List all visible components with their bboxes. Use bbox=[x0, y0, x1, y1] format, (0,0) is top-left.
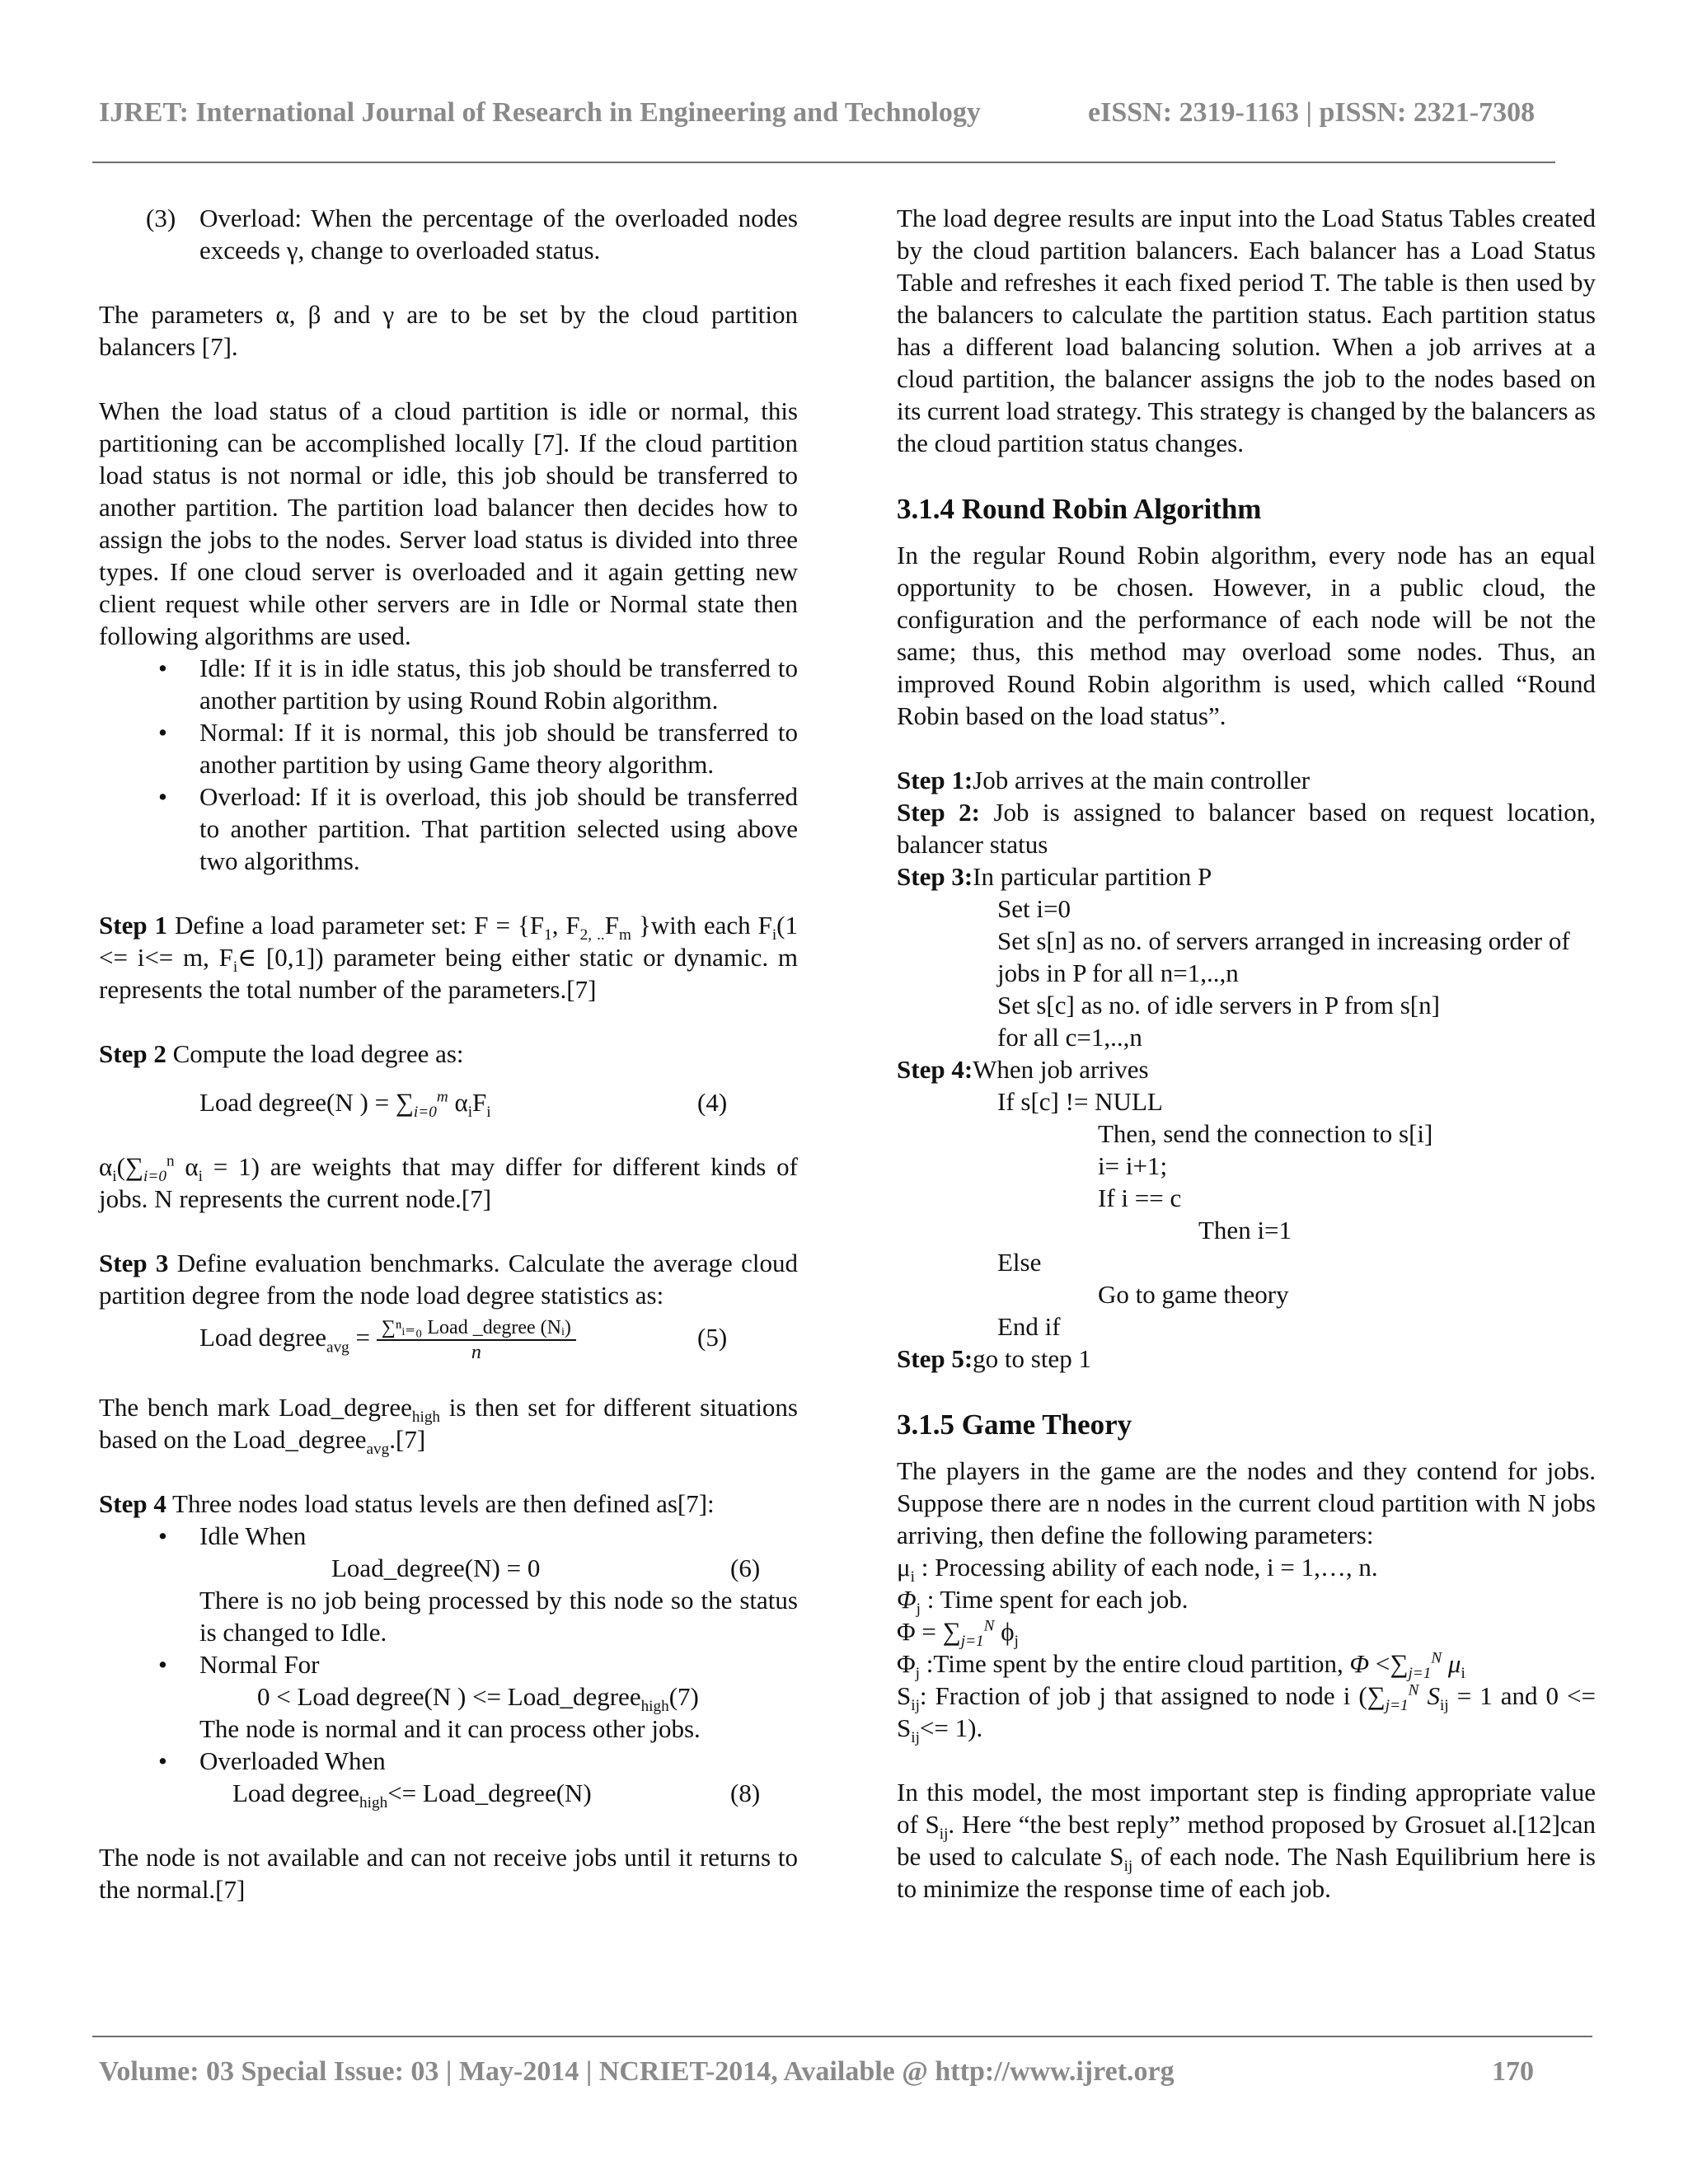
bullet-list-status-levels bbox=[99, 1520, 798, 1552]
header-rule bbox=[92, 162, 1555, 163]
equation-8: Load degree$_{high}$<= Load_degree(N) (8) bbox=[232, 1779, 761, 1812]
rr-step4-line: Go to game theory bbox=[1098, 1280, 1289, 1309]
rr-step3-line: Set s[c] as no. of idle servers in P from s[n] bbox=[997, 991, 1440, 1019]
bullet-icon: • bbox=[158, 654, 167, 682]
bullet-list-algorithms bbox=[99, 652, 798, 877]
fraction: $\frac{\text{∑ⁿᵢ₌₀ Load \_degree (Nᵢ)}}{n}$ bbox=[377, 1316, 576, 1364]
paragraph-round-robin: In the regular Round Robin algorithm, every node has an equal opportunity to be chosen. However, in a public cloud, the configuration and the performance of each node will be not the same; thus, this method may overload some nodes. Thus, an improved Round Robin algorithm is used, which called “Round Robin based on the load status”. bbox=[897, 541, 1596, 730]
rr-step4-line: If i == c bbox=[1098, 1183, 1182, 1212]
left-column bbox=[99, 202, 798, 1905]
param-sij: $S_{ij}$: Fraction of job j that assigned to node i ($\sum_{j=1}^N$ $S_{ij} = 1$ and $0 <= S_{ij}<= 1$). bbox=[897, 1681, 1597, 1747]
paragraph-step2: Step 2 Compute the load degree as: bbox=[99, 1039, 464, 1068]
rr-step4-line: Then i=1 bbox=[1198, 1216, 1292, 1244]
bullet-list-status-levels-2 bbox=[99, 1648, 798, 1680]
normal-description: The node is normal and it can process other jobs. bbox=[199, 1714, 701, 1743]
rr-step3-line: Set i=0 bbox=[997, 894, 1071, 923]
paragraph-step1: Step 1 Define a load parameter set: $F = \{F_1$, $F_{2, ..}F_m$ }with each $F_i(1 <= i<= m$, $F_i\in$ [0,1]) parameter being either static or dynamic. m represents the total number of the parameters.[7] bbox=[99, 911, 798, 1004]
idle-description: There is no job being processed by this node so the status is changed to Idle. bbox=[199, 1586, 798, 1647]
param-phi-sum: $\Phi = \sum_{j=1}^N$ $\phi_j$ bbox=[897, 1617, 1019, 1651]
issn-header: eISSN: 2319-1163 | pISSN: 2321-7308 bbox=[1088, 97, 1536, 128]
bullet-icon: • bbox=[158, 1746, 167, 1775]
list-item: • Normal: If it is normal, this job should be transferred to another partition by using Game theory algorithm. bbox=[158, 718, 798, 779]
equation-7: 0 < Load degree(N ) <= Load_degree$_{high}$(7) bbox=[257, 1682, 699, 1716]
paragraph-players: The players in the game are the nodes and they contend for jobs. Suppose there are n nodes in the current cloud partition with N jobs arriving, then define the following parameters: bbox=[897, 1456, 1596, 1549]
journal-header: IJRET: International Journal of Research in Engineering and Technology bbox=[99, 97, 981, 128]
rr-step4: Step 4:When job arrives bbox=[897, 1055, 1149, 1084]
paragraph-alpha: $\alpha_i(\sum_{i=0}^n$ $\alpha_i = 1$) are weights that may differ for different kinds of jobs. N represents the current node.[7] bbox=[99, 1152, 798, 1213]
bullet-icon: • bbox=[158, 718, 167, 747]
param-mu: $\mu_i$ : Processing ability of each node, i = 1,…, n. bbox=[897, 1553, 1378, 1586]
footer-info: Volume: 03 Special Issue: 03 | May-2014 | NCRIET-2014, Available @ http://www.ijret.org bbox=[99, 2056, 1175, 2087]
list-item: • Idle: If it is in idle status, this job should be transferred to another partition by using Round Robin algorithm. bbox=[158, 654, 798, 715]
paragraph-benchmark: The bench mark Load_degree$_{high}$ is then set for different situations based on the Load_degree$_{avg}$.[7] bbox=[99, 1393, 798, 1459]
section-heading-round-robin: 3.1.4 Round Robin Algorithm bbox=[897, 493, 1262, 525]
paragraph-model: In this model, the most important step is finding appropriate value of $S_{ij}$. Here “the best reply” method proposed by Grosuet al.[12]can be used to calculate $S_{ij}$ of each node. The Nash Equilibrium here is to minimize the response time of each job. bbox=[897, 1778, 1596, 1903]
param-phi-j: $\Phi_j$ :Time spent by the entire cloud partition, $\Phi <\sum_{j=1}^N$ $\mu_i$ bbox=[897, 1649, 1465, 1683]
equation-6: Load_degree(N) = 0 (6) bbox=[331, 1554, 761, 1582]
rr-step5: Step 5:go to step 1 bbox=[897, 1344, 1091, 1373]
list-item-idle: • Idle When bbox=[158, 1521, 307, 1550]
equation-number: (5) bbox=[697, 1323, 728, 1352]
rr-step2: Step 2: Job is assigned to balancer based on request location, balancer status bbox=[897, 798, 1596, 859]
section-heading-game-theory: 3.1.5 Game Theory bbox=[897, 1408, 1132, 1441]
paragraph-parameters: The parameters α, β and γ are to be set by the cloud partition balancers [7]. bbox=[99, 300, 798, 361]
rr-step1: Step 1:Job arrives at the main controller bbox=[897, 766, 1311, 794]
bullet-list-status-levels-3 bbox=[99, 1745, 798, 1777]
list-item: • Overload: If it is overload, this job should be transferred to another partition. That partition selected using above two algorithms. bbox=[158, 782, 798, 875]
rr-step4-line: i= i+1; bbox=[1098, 1151, 1168, 1180]
page-number: 170 bbox=[1492, 2056, 1534, 2087]
equation-number: (8) bbox=[730, 1779, 761, 1807]
list-number: (3) bbox=[146, 204, 176, 232]
rr-step4-line: If s[c] != NULL bbox=[997, 1087, 1163, 1116]
list-item-overloaded: • Overloaded When bbox=[158, 1746, 386, 1775]
bullet-icon: • bbox=[158, 782, 167, 811]
paragraph-step3: Step 3 Define evaluation benchmarks. Calculate the average cloud partition degree from the node load degree statistics as: bbox=[99, 1249, 798, 1310]
equation-4: Load degree(N ) = $\sum_{i=0}^m$ $\alpha_iF_i$ (4) bbox=[199, 1088, 728, 1122]
rr-step4-line: Else bbox=[997, 1248, 1042, 1277]
list-item-overload-status bbox=[99, 202, 798, 266]
rr-step3-line: Set s[n] as no. of servers arranged in increasing order of jobs in P for all n=1,..,n bbox=[997, 926, 1570, 987]
param-phi: $\Phi_j$ : Time spent for each job. bbox=[897, 1585, 1189, 1619]
bullet-icon: • bbox=[158, 1521, 167, 1550]
bullet-icon: • bbox=[158, 1650, 167, 1679]
equation-number: (4) bbox=[697, 1088, 728, 1117]
paragraph-load-results: The load degree results are input into the Load Status Tables created by the cloud partition balancers. Each balancer has a Load Status Table and refreshes it each fixed period T. The table is then used by the balancers to calculate the partition status. Each partition status has a different load balancing solution. When a job arrives at a cloud partition, the balancer assigns the job to the nodes based on its current load strategy. This strategy is changed by the balancers as the cloud partition status changes. bbox=[897, 204, 1596, 457]
equation-5: Load degree$_{avg}$ = $\frac{\text{∑ⁿᵢ₌₀ Load \_degree (Nᵢ)}}{n}$ (5) bbox=[199, 1317, 728, 1363]
paragraph-load-status: When the load status of a cloud partition is idle or normal, this partitioning can be accomplished locally [7]. If the cloud partition load status is not normal or idle, this job should be transferred to another partition. The partition load balancer then decides how to assign the jobs to the nodes. Server load status is divided into three types. If one cloud server is overloaded and it again getting new client request while other servers are in Idle or Normal state then following algorithms are used. bbox=[99, 396, 798, 650]
rr-step4-line: Then, send the connection to s[i] bbox=[1098, 1119, 1433, 1148]
paragraph-step4: Step 4 Three nodes load status levels are then defined as[7]: bbox=[99, 1489, 715, 1518]
rr-step4-line: End if bbox=[997, 1312, 1061, 1341]
paragraph-not-available: The node is not available and can not receive jobs until it returns to the normal.[7] bbox=[99, 1843, 798, 1904]
rr-step3: Step 3:In particular partition P bbox=[897, 862, 1212, 891]
equation-number: (6) bbox=[730, 1554, 761, 1582]
rr-step3-line: for all c=1,..,n bbox=[997, 1023, 1142, 1052]
list-text: Overload: When the percentage of the overloaded nodes exceeds γ, change to overloaded status. bbox=[199, 204, 798, 265]
footer-rule bbox=[92, 2036, 1592, 2037]
right-column bbox=[897, 202, 1596, 1905]
list-item-normal: • Normal For bbox=[158, 1650, 320, 1679]
